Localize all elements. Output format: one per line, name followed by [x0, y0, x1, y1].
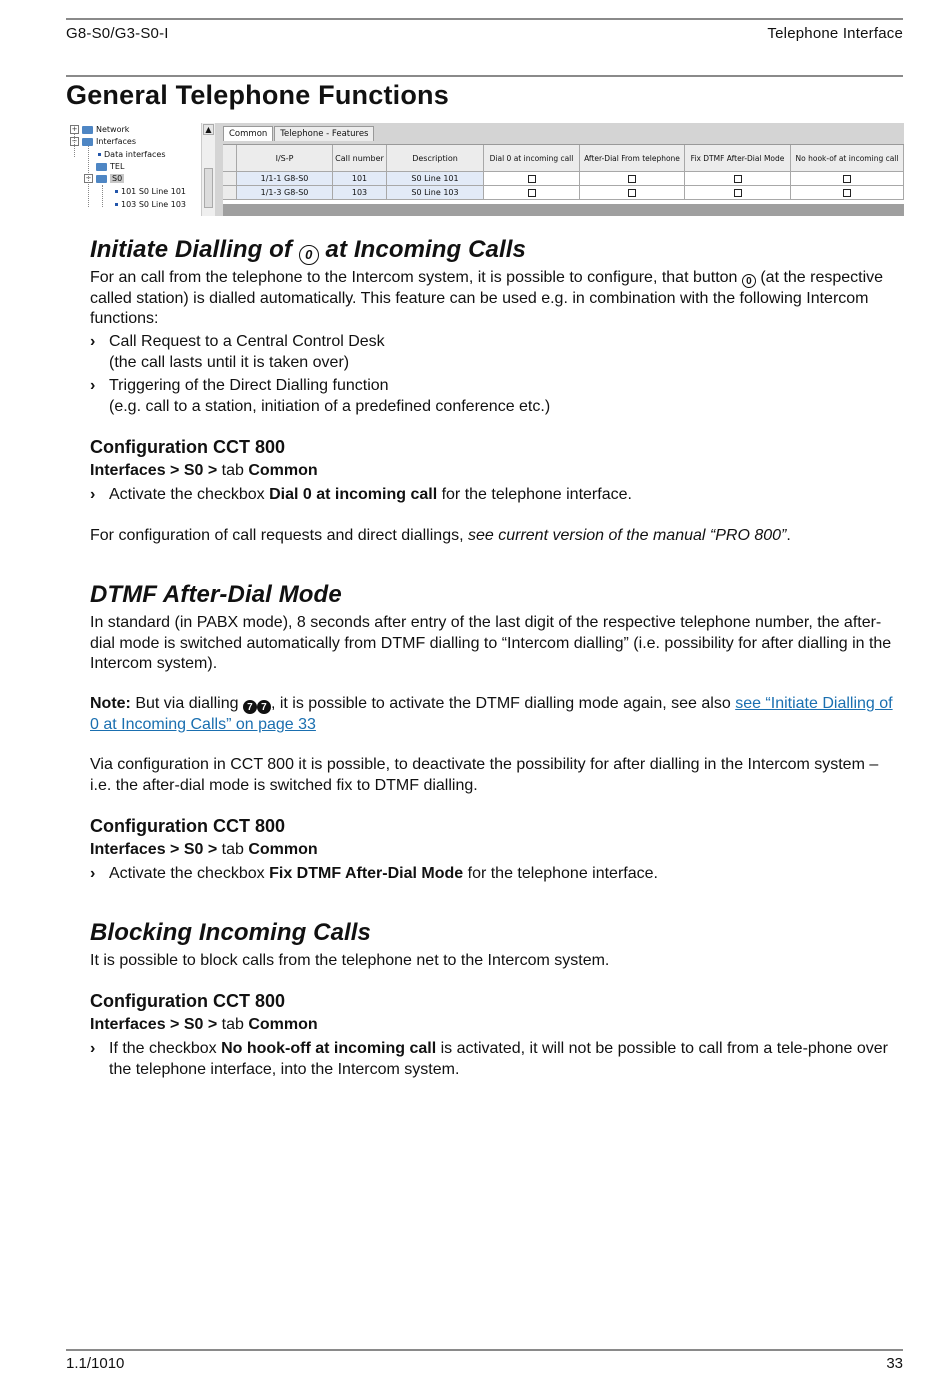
header-rule-top — [66, 18, 903, 20]
afterdial-checkbox-cell — [580, 186, 685, 200]
column-header[interactable]: Call number — [333, 145, 387, 172]
column-header[interactable]: Dial 0 at incoming call — [484, 145, 580, 172]
interface-grid — [223, 144, 904, 205]
table-cell[interactable]: 1/1-3 G8-S0 — [237, 186, 333, 200]
tree-scrollbar[interactable] — [201, 123, 216, 216]
scroll-thumb[interactable] — [204, 168, 213, 208]
dial0-checkbox-cell — [484, 186, 580, 200]
collapse-icon[interactable]: − — [85, 174, 92, 182]
paragraph: For configuration of call requests and direct diallings, see current version of the manual “PRO 800”. — [90, 527, 791, 544]
bullet-icon — [98, 153, 101, 156]
header-product: G8-S0/G3-S0-I — [66, 25, 169, 42]
interface-tree — [70, 123, 200, 216]
fixdtmf-checkbox[interactable] — [734, 175, 742, 183]
folder-icon — [82, 138, 93, 146]
header-rule-bottom — [66, 75, 903, 77]
tab-telephone-features[interactable]: Telephone - Features — [274, 126, 374, 141]
header-section: Telephone Interface — [767, 25, 903, 42]
key-0-icon: 0 — [742, 274, 756, 288]
row-header[interactable] — [223, 172, 237, 186]
section-heading-dtmf: DTMF After-Dial Mode — [90, 581, 342, 608]
config-screenshot — [70, 123, 904, 216]
key-0-icon: 0 — [299, 245, 319, 265]
bullet-arrow-icon: › — [90, 333, 96, 350]
config-path: Interfaces > S0 > tab Common — [90, 841, 318, 858]
row-header[interactable] — [223, 186, 237, 200]
tree-item-interfaces[interactable]: − Interfaces — [71, 137, 136, 146]
fixdtmf-checkbox-cell — [685, 186, 791, 200]
bullet-arrow-icon: › — [90, 865, 96, 882]
table-cell[interactable]: S0 Line 101 — [387, 172, 484, 186]
nohook-checkbox[interactable] — [843, 189, 851, 197]
tab-bar — [223, 126, 375, 141]
paragraph: It is possible to block calls from the telephone net to the Intercom system. — [90, 952, 610, 969]
page-number: 33 — [886, 1355, 903, 1372]
tree-item-line-101[interactable]: 101 S0 Line 101 — [115, 187, 186, 196]
config-heading: Configuration CCT 800 — [90, 816, 286, 836]
section-heading-blocking: Blocking Incoming Calls — [90, 919, 372, 946]
bullet-icon — [115, 203, 118, 206]
config-heading: Configuration CCT 800 — [90, 437, 286, 457]
settings-pane — [215, 123, 904, 216]
expand-icon[interactable]: + — [71, 125, 78, 133]
scroll-up-icon[interactable]: ▲ — [203, 124, 214, 135]
paragraph: In standard (in PABX mode), 8 seconds after entry of the last digit of the respective telephone number, the after-dial mode is switched automatically from DTMF dialling to “Intercom dialling” (i.e. possibility for after dialling in the Intercom system). — [90, 614, 892, 672]
afterdial-checkbox[interactable] — [628, 189, 636, 197]
folder-icon — [82, 126, 93, 134]
bullet-icon — [115, 190, 118, 193]
dial0-checkbox[interactable] — [528, 175, 536, 183]
folder-icon — [96, 175, 107, 183]
table-cell[interactable]: 103 — [333, 186, 387, 200]
footer-rule — [66, 1349, 903, 1351]
page-title: General Telephone Functions — [66, 80, 449, 110]
column-header[interactable]: After-Dial From telephone — [580, 145, 685, 172]
fixdtmf-checkbox-cell — [685, 172, 791, 186]
grid-empty-area — [223, 204, 904, 216]
footer-version: 1.1/1010 — [66, 1355, 125, 1372]
section-heading-initiate-dialling: Initiate Dialling of 0 at Incoming Calls — [90, 236, 526, 263]
tab-common[interactable]: Common — [223, 126, 273, 141]
grid-corner — [223, 145, 237, 172]
tree-item-s0[interactable]: − S0 — [85, 174, 123, 183]
nohook-checkbox[interactable] — [843, 175, 851, 183]
note-paragraph: Note: But via dialling 7 7 , it is possible to activate the DTMF dialling mode again, see also see “Initiate Dialling of 0 at Incoming Calls” on page 33 — [90, 695, 893, 733]
column-header[interactable]: No hook-of at incoming call — [791, 145, 904, 172]
tree-item-data-interfaces[interactable]: Data interfaces — [98, 150, 166, 159]
column-header[interactable]: I/S-P — [237, 145, 333, 172]
tree-connector — [102, 185, 103, 207]
table-cell[interactable]: S0 Line 103 — [387, 186, 484, 200]
cross-reference-link[interactable]: see “Initiate Dialling of 0 at Incoming Calls” on page 33 — [90, 695, 893, 733]
tree-item-line-103[interactable]: 103 S0 Line 103 — [115, 200, 186, 209]
key-7-icon: 7 — [257, 700, 271, 714]
tree-item-tel[interactable]: TEL — [84, 162, 124, 171]
key-7-icon: 7 — [243, 700, 257, 714]
column-header[interactable]: Fix DTMF After-Dial Mode — [685, 145, 791, 172]
afterdial-checkbox[interactable] — [628, 175, 636, 183]
nohook-checkbox-cell — [791, 172, 904, 186]
page-footer — [66, 1349, 903, 1379]
bullet-arrow-icon: › — [90, 1040, 96, 1057]
folder-icon — [96, 163, 107, 171]
nohook-checkbox-cell — [791, 186, 904, 200]
bullet-arrow-icon: › — [90, 377, 96, 394]
table-cell[interactable]: 1/1-1 G8-S0 — [237, 172, 333, 186]
config-heading: Configuration CCT 800 — [90, 991, 286, 1011]
tree-item-network[interactable]: + Network — [71, 125, 130, 134]
collapse-icon[interactable]: − — [71, 137, 78, 145]
manual-reference: see current version of the manual “PRO 800” — [467, 527, 787, 544]
config-path: Interfaces > S0 > tab Common — [90, 462, 318, 479]
table-cell[interactable]: 101 — [333, 172, 387, 186]
dial0-checkbox[interactable] — [528, 189, 536, 197]
paragraph: Via configuration in CCT 800 it is possible, to deactivate the possibility for after dialling in the Intercom system – i.e. the after-dial mode is switched fix to DTMF dialling. — [90, 756, 879, 794]
fixdtmf-checkbox[interactable] — [734, 189, 742, 197]
paragraph: For an call from the telephone to the Intercom system, it is possible to configure, that button 0 (at the respective called station) is dialled automatically. This feature can be used e.g. in combination with the following Intercom functions: — [90, 269, 884, 327]
afterdial-checkbox-cell — [580, 172, 685, 186]
dial0-checkbox-cell — [484, 172, 580, 186]
page-header — [66, 18, 903, 76]
column-header[interactable]: Description — [387, 145, 484, 172]
config-path: Interfaces > S0 > tab Common — [90, 1016, 318, 1033]
bullet-arrow-icon: › — [90, 486, 96, 503]
